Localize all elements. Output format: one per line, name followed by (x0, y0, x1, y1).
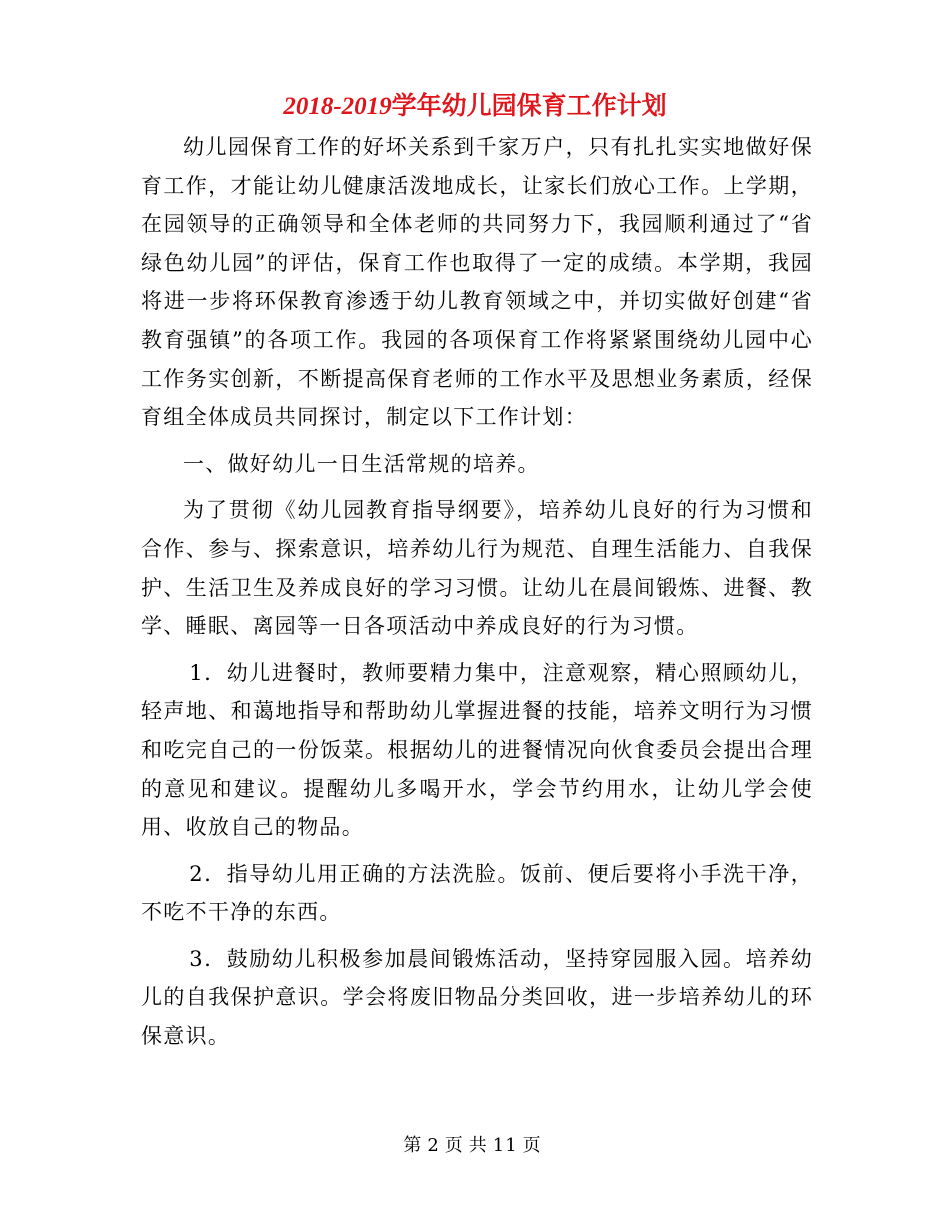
section-heading-1: 一、做好幼儿一日生活常规的培养。 (183, 451, 540, 476)
title-year: 2018-2019 (283, 93, 392, 120)
footer-total-word: 共 (468, 1135, 488, 1156)
list-item-3: 3．鼓励幼儿积极参加晨间锻炼活动，坚持穿园服入园。培养幼儿的自我保护意识。学会将废旧物品分类回收，进一步培养幼儿的环保意识。 (141, 946, 813, 1049)
list-item-1: 1．幼儿进餐时，教师要精力集中，注意观察，精心照顾幼儿，轻声地、和蔼地指导和帮助幼儿掌握进餐的技能，培养文明行为习惯和吃完自己的一份饭菜。根据幼儿的进餐情况向伙食委员会提出合理的意见和建议。提醒幼儿多喝开水，学会节约用水，让幼儿学会使用、收放自己的物品。 (141, 660, 813, 840)
paragraph-intro: 幼儿园保育工作的好坏关系到千家万户，只有扎扎实实地做好保育工作，才能让幼儿健康活泼地成长，让家长们放心工作。上学期，在园领导的正确领导和全体老师的共同努力下，我园顺利通过了“省绿色幼儿园”的评估，保育工作也取得了一定的成绩。本学期，我园将进一步将环保教育渗透于幼儿教育领域之中，并切实做好创建“省教育强镇”的各项工作。我园的各项保育工作将紧紧围绕幼儿园中心工作务实创新，不断提高保育老师的工作水平及思想业务素质，经保育组全体成员共同探讨，制定以下工作计划： (141, 135, 813, 430)
footer-suffix: 页 (522, 1135, 542, 1156)
page-footer (0, 1131, 950, 1157)
document-body (141, 128, 813, 1056)
footer-current-page: 2 (427, 1135, 440, 1156)
footer-total-pages: 11 (492, 1135, 518, 1156)
footer-page-word: 页 (444, 1135, 464, 1156)
paragraph-section-1: 为了贯彻《幼儿园教育指导纲要》，培养幼儿良好的行为习惯和合作、参与、探索意识，培养幼儿行为规范、自理生活能力、自我保护、生活卫生及养成良好的学习习惯。让幼儿在晨间锻炼、进餐、教学、睡眠、离园等一日各项活动中养成良好的行为习惯。 (141, 498, 813, 639)
document-title (0, 86, 950, 122)
list-item-2: 2．指导幼儿用正确的方法洗脸。饭前、便后要将小手洗干净，不吃不干净的东西。 (141, 861, 813, 925)
title-text: 学年幼儿园保育工作计划 (391, 91, 667, 120)
footer-prefix: 第 (403, 1135, 423, 1156)
